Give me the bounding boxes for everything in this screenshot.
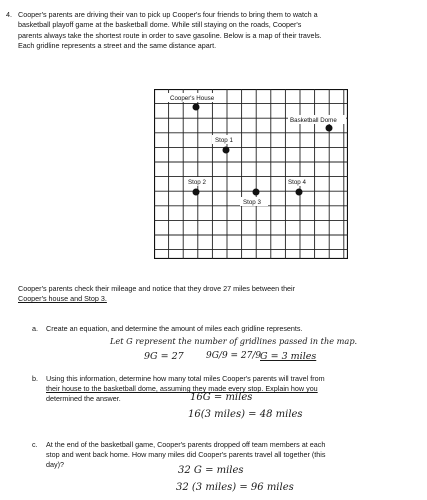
question-c-line-2: stop and went back home. How many miles did Cooper's parents travel all together (this [46, 450, 326, 459]
answer-a-division: 9G/9 = 27/9 [206, 351, 262, 361]
stop4-marker [296, 189, 303, 196]
stop1-marker [223, 147, 230, 154]
stop3-label: Stop 3 [243, 199, 261, 206]
question-b-line-2: their house to the basketball dome, assuming they made every stop. Explain how you [46, 384, 318, 393]
question-c-line-1: At the end of the basketball game, Cooper's parents dropped off team members at each [46, 440, 326, 449]
mileage-line-1: Cooper's parents check their mileage and notice that they drove 27 miles between their [18, 284, 296, 293]
answer-c-line-1: 32 G = miles [178, 465, 244, 476]
stop2-marker [193, 189, 200, 196]
answer-a-let-statement: Let G represent the number of gridlines passed in the map. [110, 336, 358, 346]
dome-marker [326, 125, 333, 132]
answer-b-line-2: 16(3 miles) = 48 miles [188, 409, 303, 420]
question-b-label: b. [32, 374, 38, 383]
intro-line-3: parents always take the shortest route in order to save gasoline. Below is a map of their travels. [18, 31, 322, 40]
question-c-label: c. [32, 440, 38, 449]
stop4-label: Stop 4 [288, 179, 306, 186]
house-marker [193, 104, 200, 111]
answer-b-line-1: 16G = miles [190, 392, 253, 403]
mileage-line-2: Cooper's house and Stop 3. [18, 294, 107, 303]
question-b-line-3: determined the answer. [46, 394, 121, 403]
intro-line-1: Cooper's parents are driving their van to pick up Cooper's four friends to bring them to watch a [18, 10, 318, 19]
intro-line-4: Each gridline represents a street and the same distance apart. [18, 41, 217, 50]
answer-c-line-2: 32 (3 miles) = 96 miles [176, 482, 294, 493]
stop2-label: Stop 2 [188, 179, 206, 186]
answer-a-equation: 9G = 27 [144, 351, 184, 362]
answer-a-result: G = 3 miles [260, 351, 317, 362]
house-label: Cooper's House [170, 95, 215, 102]
problem-number: 4. [6, 10, 12, 19]
intro-line-2: basketball playoff game at the basketball dome. While still staying on the roads, Cooper's [18, 20, 302, 29]
route-map [154, 89, 348, 259]
question-a-text: Create an equation, and determine the amount of miles each gridline represents. [46, 324, 303, 333]
stop1-label: Stop 1 [215, 137, 233, 144]
question-c-line-3: day)? [46, 460, 64, 469]
map-grid [154, 89, 348, 259]
dome-label: Basketball Dome [290, 117, 337, 124]
stop3-marker [253, 189, 260, 196]
question-a-label: a. [32, 324, 38, 333]
question-b-line-1: Using this information, determine how many total miles Cooper's parents will travel from [46, 374, 325, 383]
